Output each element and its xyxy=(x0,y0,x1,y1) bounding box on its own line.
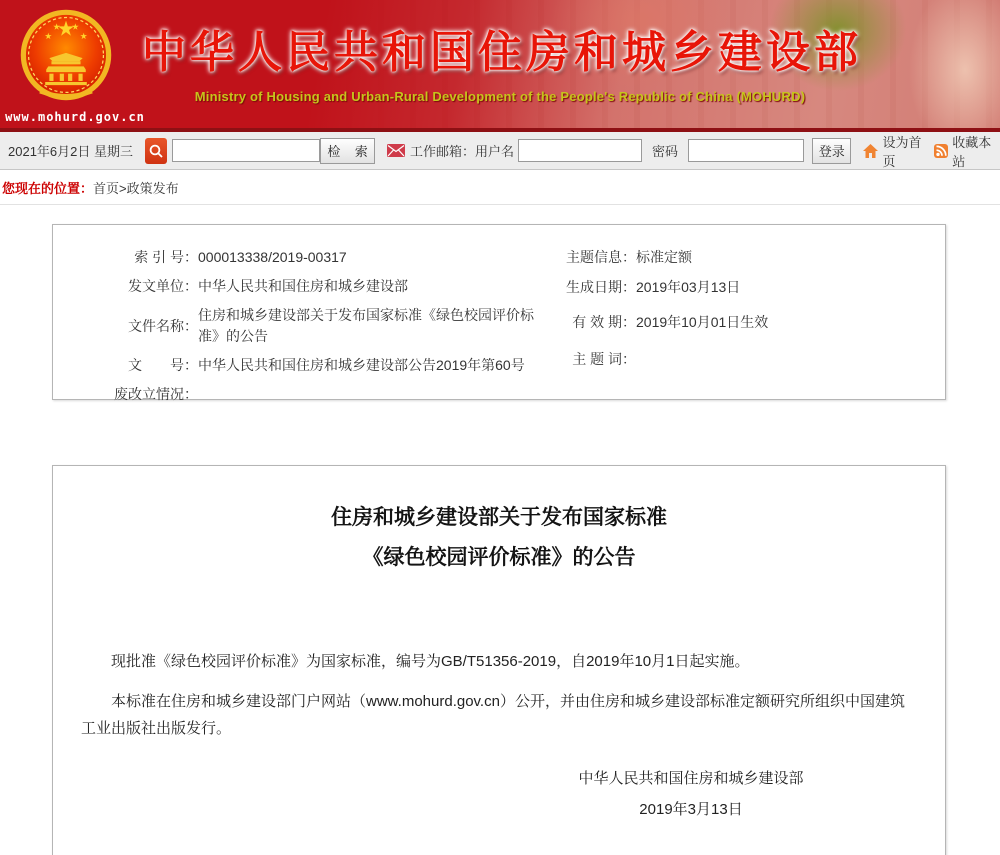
announcement-title-line1: 住房和城乡建设部关于发布国家标准 xyxy=(331,506,667,529)
info-value: 2019年03月13日 xyxy=(636,279,741,295)
info-left-column xyxy=(55,247,563,413)
info-label: 文 号： xyxy=(128,357,198,373)
info-row-subject-info xyxy=(516,247,941,268)
info-label: 发文单位： xyxy=(128,278,198,294)
info-row-index-number xyxy=(55,247,563,268)
search-icon[interactable] xyxy=(145,138,167,164)
info-label: 生成日期： xyxy=(566,279,636,295)
toolbar-right xyxy=(851,132,992,170)
announcement-body xyxy=(81,648,917,825)
signature-organization: 中华人民共和国住房和城乡建设部 xyxy=(578,770,804,787)
announcement-card xyxy=(52,465,946,855)
current-date: 2021年6月2日 星期三 xyxy=(8,144,133,159)
announcement-paragraph: 本标准在住房和城乡建设部门户网站（www.mohurd.gov.cn）公开，并由住房和城乡建设部标准定额研究所组织中国建筑工业出版社出版发行。 xyxy=(81,693,905,737)
breadcrumb-separator: > xyxy=(119,181,127,196)
info-row-issuing-unit xyxy=(55,276,563,297)
info-value: 标准定额 xyxy=(636,249,692,265)
username-input[interactable] xyxy=(518,139,642,162)
site-url: www.mohurd.gov.cn xyxy=(5,110,145,124)
info-row-repeal-status xyxy=(55,384,563,405)
info-value xyxy=(636,349,926,370)
info-label: 文件名称： xyxy=(128,317,198,334)
info-row-keywords xyxy=(516,349,941,370)
breadcrumb-current: 政策发布 xyxy=(126,181,179,196)
info-row-document-number xyxy=(55,355,563,376)
search-button[interactable]: 检 索 xyxy=(320,138,375,164)
announcement-paragraph: 现批准《绿色校园评价标准》为国家标准，编号为GB/T51356-2019，自2019年10月1日起实施。 xyxy=(111,653,750,670)
favorite-link[interactable]: 收藏本站 xyxy=(952,134,992,169)
breadcrumb-home-link[interactable]: 首页 xyxy=(93,181,120,196)
info-row-file-name xyxy=(55,305,563,347)
password-label: 密码 xyxy=(651,144,678,159)
info-value: 000013338/2019-00317 xyxy=(198,249,347,265)
info-value: 2019年10月01日生效 xyxy=(636,314,769,330)
rss-icon xyxy=(934,144,948,158)
info-value: 中华人民共和国住房和城乡建设部 xyxy=(198,278,408,294)
info-label: 废改立情况： xyxy=(114,386,198,402)
signature-date: 2019年3月13日 xyxy=(639,801,743,818)
announcement-title-line2: 《绿色校园评价标准》的公告 xyxy=(362,546,636,569)
info-row-effective-date xyxy=(516,312,941,333)
site-title-english: Ministry of Housing and Urban-Rural Development of the People's Republic of China (MOHURD) xyxy=(194,89,806,104)
signature-block xyxy=(411,763,971,825)
site-title: 中华人民共和国住房和城乡建设部 xyxy=(142,28,862,77)
site-header xyxy=(0,0,1000,128)
password-input[interactable] xyxy=(688,139,804,162)
info-label: 主 题 词： xyxy=(572,351,636,367)
info-value xyxy=(198,384,550,405)
toolbar xyxy=(0,132,1000,170)
home-icon xyxy=(863,144,878,158)
mail-login-label: 工作邮箱：用户名 xyxy=(409,144,514,159)
national-emblem-icon xyxy=(14,4,118,108)
info-label: 有 效 期： xyxy=(572,314,636,330)
mail-icon xyxy=(387,144,405,157)
login-button[interactable]: 登录 xyxy=(812,138,851,164)
breadcrumb xyxy=(0,170,1000,205)
search-input[interactable] xyxy=(172,139,320,162)
announcement-title xyxy=(53,498,945,578)
document-info-card xyxy=(52,224,946,400)
info-label: 主题信息： xyxy=(566,249,636,265)
info-right-column xyxy=(516,247,941,370)
info-value: 住房和城乡建设部关于发布国家标准《绿色校园评价标准》的公告 xyxy=(198,307,534,344)
info-value: 中华人民共和国住房和城乡建设部公告2019年第60号 xyxy=(198,357,525,373)
info-row-generated-date xyxy=(516,277,941,298)
info-label: 索 引 号： xyxy=(134,249,198,265)
set-home-link[interactable]: 设为首页 xyxy=(882,134,922,169)
breadcrumb-prefix: 您现在的位置： xyxy=(2,181,94,196)
